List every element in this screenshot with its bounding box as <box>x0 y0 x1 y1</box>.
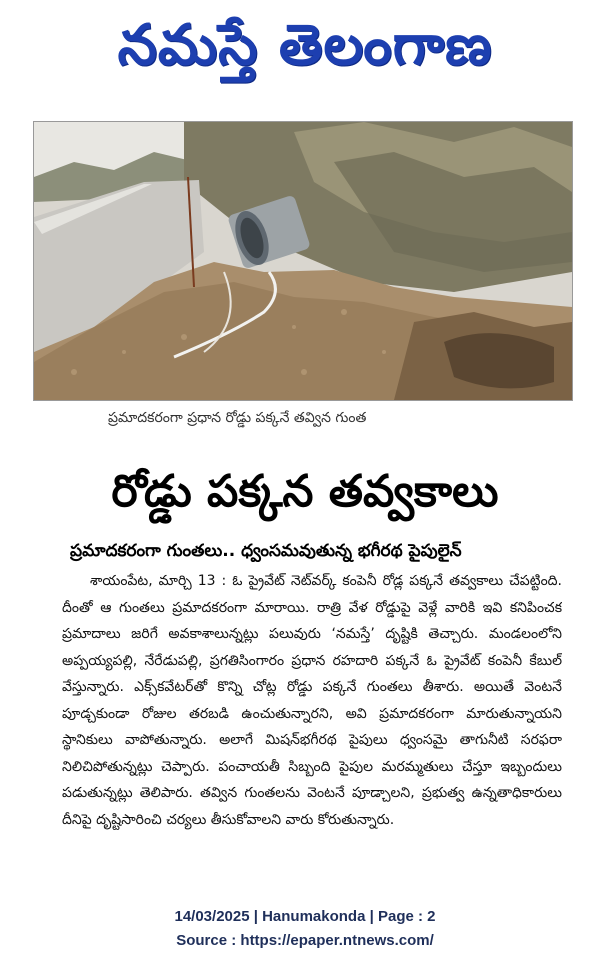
news-photo <box>33 121 573 401</box>
article-headline: రోడ్డు పక్కన తవ్వకాలు <box>111 466 499 517</box>
footer-source-link[interactable]: Source : https://epaper.ntnews.com/ <box>176 932 434 949</box>
masthead-title: నమస్తే తెలంగాణ <box>117 13 493 78</box>
article-subheadline: ప్రమాదకరంగా గుంతలు.. ధ్వంసమవుతున్న భగీరథ పైపులైన్ <box>70 541 462 561</box>
footer-date-edition-page: 14/03/2025 | Hanumakonda | Page : 2 <box>174 908 436 925</box>
article-body: శాయంపేట, మార్చి 13 : ఓ ప్రైవేట్ నెట్‌వర్క్ కంపెనీ రోడ్ల పక్కనే తవ్వకాలు చేపట్టింది. దీంతో ఆ గుంతలు ప్రమాదకరంగా మారాయి. రాత్రి వేళ రోడ్డుపై వెళ్లే వారికి ఇవి కనిపించక ప్రమాదాలు జరిగే అవకాశాలున్నట్లు పలువురు ‘నమస్తే’ దృష్టికి తెచ్చారు. మండలంలోని అప్పయ్యపల్లి, నేరేడుపల్లి, ప్రగతిసింగారం ప్రధాన రహదారి పక్కనే ఓ ప్రైవేట్ కంపెనీ కేబుల్ వేస్తున్నారు. ఎక్స్‌కవేటర్‌తో కొన్ని చోట్ల రోడ్డు పక్కనే గుంతలు తీశారు. అయితే వెంటనే పూడ్చకుండా రోజుల తరబడి ఉంచుతున్నారని, అవి ప్రమాదకరంగా మారుతున్నాయని స్థానికులు వాపోతున్నారు. అలాగే మిషన్‌భగీరథ పైపులు ధ్వంసమై తాగునీటి సరఫరా నిలిచిపోతున్నట్లు చెప్పారు. పంచాయతీ సిబ్బంది పైపుల మరమ్మతులు చేస్తూ ఇబ్బందులు పడుతున్నట్లు తెలిపారు. తవ్విన గుంతలను వెంటనే పూడ్చాలని, ప్రభుత్వ ఉన్నతాధికారులు దీనిపై దృష్టిసారించి చర్యలు తీసుకోవాలని వారు కోరుతున్నారు. <box>62 573 562 828</box>
photo-caption: ప్రమాదకరంగా ప్రధాన రోడ్డు పక్కనే తవ్విన గుంత <box>108 410 367 426</box>
newspaper-masthead <box>0 6 610 88</box>
